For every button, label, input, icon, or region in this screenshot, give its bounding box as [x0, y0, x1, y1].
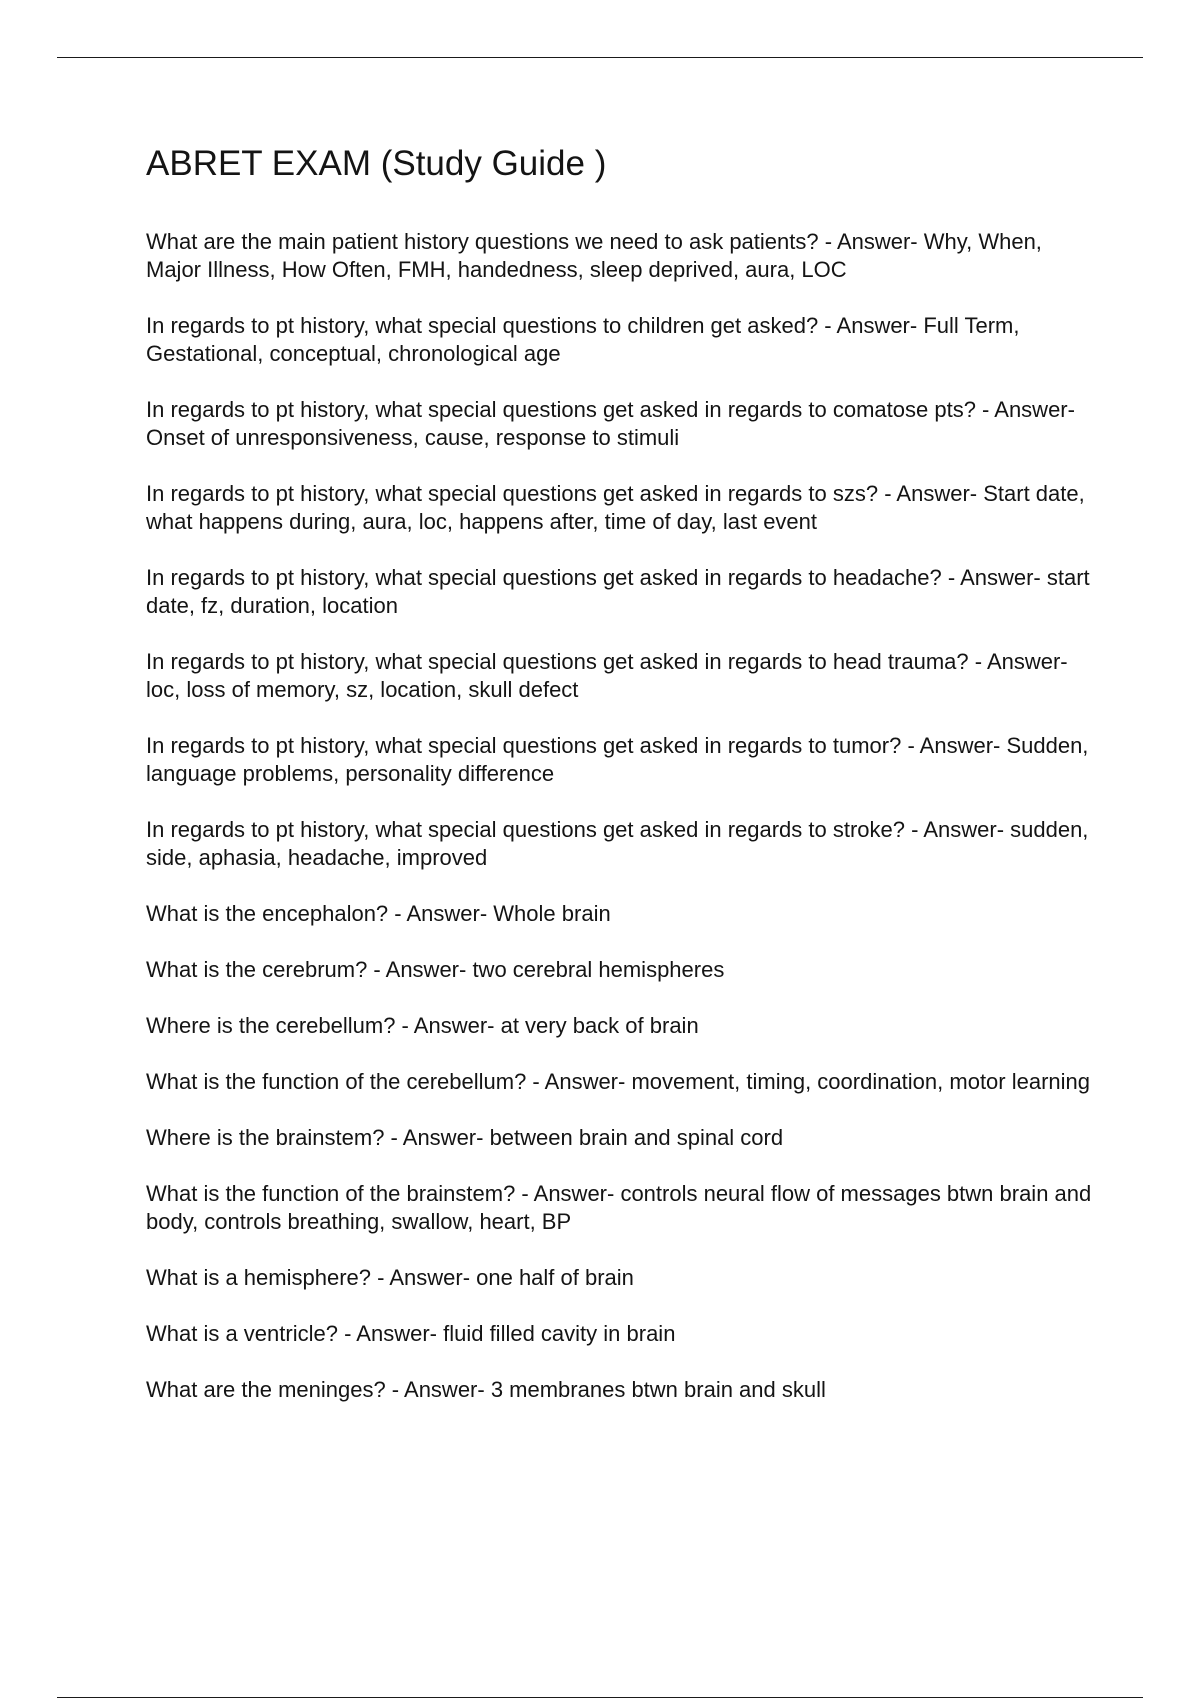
page-content — [146, 140, 1101, 1432]
qa-item: What is a hemisphere? - Answer- one half of brain — [146, 1265, 634, 1290]
qa-item: In regards to pt history, what special questions get asked in regards to comatose pts? - Answer- Onset of unresponsiveness, cause, response to stimuli — [146, 397, 1075, 450]
header-rule — [57, 57, 1143, 58]
qa-item: In regards to pt history, what special questions get asked in regards to headache? - Answer- start date, fz, duration, location — [146, 565, 1090, 618]
qa-item: In regards to pt history, what special questions get asked in regards to szs? - Answer- Start date, what happens during, aura, loc, happens after, time of day, last event — [146, 481, 1085, 534]
qa-item: What is the function of the cerebellum? - Answer- movement, timing, coordination, motor learning — [146, 1069, 1091, 1094]
qa-item: What is the cerebrum? - Answer- two cerebral hemispheres — [146, 957, 725, 982]
qa-item: Where is the brainstem? - Answer- between brain and spinal cord — [146, 1125, 784, 1150]
qa-item: In regards to pt history, what special questions get asked in regards to stroke? - Answer- sudden, side, aphasia, headache, improved — [146, 817, 1089, 870]
qa-item: In regards to pt history, what special questions to children get asked? - Answer- Full Term, Gestational, conceptual, chronological age — [146, 313, 1020, 366]
qa-item: What are the main patient history questions we need to ask patients? - Answer- Why, When, Major Illness, How Often, FMH, handedness, sleep deprived, aura, LOC — [146, 229, 1042, 282]
qa-item: Where is the cerebellum? - Answer- at very back of brain — [146, 1013, 699, 1038]
footer-rule — [57, 1697, 1143, 1698]
qa-item: In regards to pt history, what special questions get asked in regards to head trauma? - Answer- loc, loss of memory, sz, location, skull defect — [146, 649, 1068, 702]
qa-item: What is the function of the brainstem? - Answer- controls neural flow of messages btwn brain and body, controls breathing, swallow, heart, BP — [146, 1181, 1092, 1234]
qa-list — [146, 228, 1101, 1404]
qa-item: What are the meninges? - Answer- 3 membranes btwn brain and skull — [146, 1377, 826, 1402]
qa-item: What is a ventricle? - Answer- fluid filled cavity in brain — [146, 1321, 676, 1346]
qa-item: What is the encephalon? - Answer- Whole brain — [146, 901, 611, 926]
document-title: ABRET EXAM (Study Guide ) — [146, 144, 607, 183]
qa-item: In regards to pt history, what special questions get asked in regards to tumor? - Answer- Sudden, language problems, personality difference — [146, 733, 1089, 786]
